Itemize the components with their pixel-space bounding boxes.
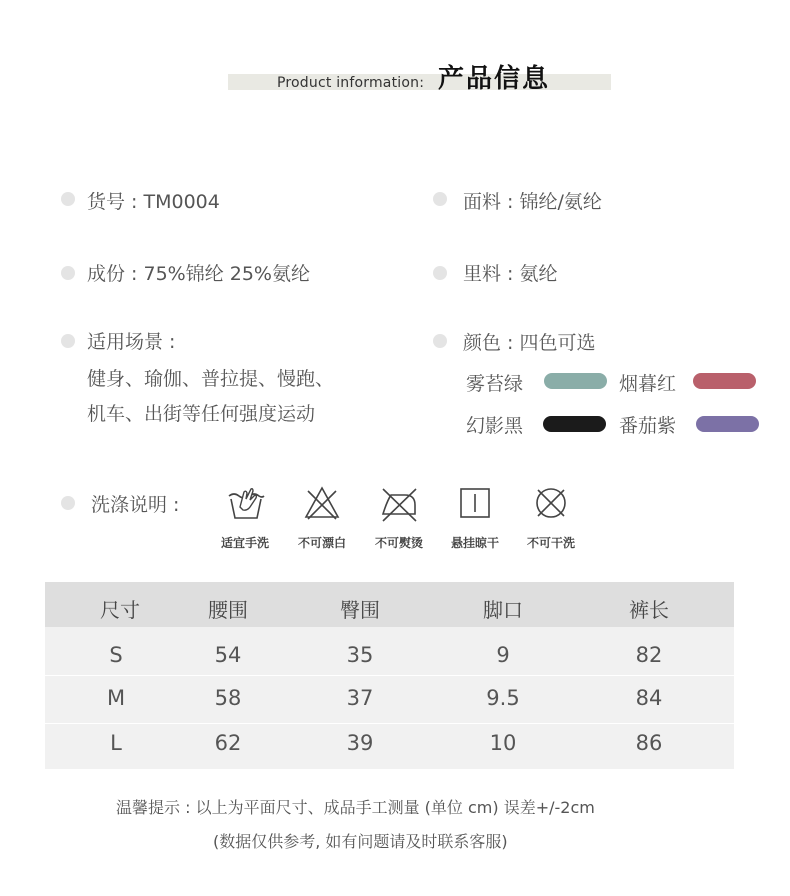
table-cell-waist: 58 [214, 686, 242, 710]
no-iron-icon [379, 483, 419, 523]
table-cell-waist: 62 [214, 731, 242, 755]
wash-label-iron: 不可熨烫 [374, 536, 423, 550]
table-cell-waist: 54 [214, 643, 242, 667]
item-number: 货号 : TM0004 [87, 191, 220, 213]
color-name-purple: 番茄紫 [619, 415, 677, 437]
fabric: 面料 : 锦纶/氨纶 [463, 191, 602, 213]
color-swatch-green [544, 373, 607, 389]
composition: 成份 : 75%锦纶 25%氨纶 [87, 263, 310, 285]
usage-line-2: 机车、出街等任何强度运动 [87, 403, 316, 425]
note-measurement: 温馨提示 : 以上为平面尺寸、成品手工测量 (单位 cm) 误差+/-2cm [116, 798, 595, 817]
table-cell-size: S [109, 643, 123, 667]
table-header-hip: 臀围 [340, 598, 380, 622]
color-label: 颜色 : 四色可选 [463, 332, 596, 354]
bullet-dot [61, 266, 75, 280]
wash-label-bleach: 不可漂白 [297, 536, 346, 550]
row-divider [45, 675, 734, 676]
bullet-dot [433, 266, 447, 280]
color-swatch-red [693, 373, 756, 389]
hand-wash-icon [226, 483, 266, 523]
bullet-dot [61, 496, 75, 510]
table-cell-hip: 35 [346, 643, 374, 667]
header-title-cn: 产品信息 [438, 64, 551, 94]
bullet-dot [61, 192, 75, 206]
bullet-dot [433, 192, 447, 206]
note-reference: (数据仅供参考, 如有问题请及时联系客服) [213, 832, 508, 851]
table-cell-hip: 37 [346, 686, 374, 710]
color-name-red: 烟暮红 [619, 373, 677, 395]
usage-line-1: 健身、瑜伽、普拉提、慢跑、 [87, 368, 335, 390]
table-header-waist: 腰围 [208, 598, 248, 622]
table-cell-length: 84 [635, 686, 663, 710]
wash-label-hand: 适宜手洗 [220, 536, 269, 550]
table-cell-hip: 39 [346, 731, 374, 755]
table-cell-size: M [106, 686, 126, 710]
table-header-size: 尺寸 [100, 598, 140, 622]
lining: 里料 : 氨纶 [463, 263, 558, 285]
color-name-black: 幻影黑 [466, 415, 524, 437]
table-header-hem: 脚口 [483, 598, 523, 622]
table-cell-size: L [110, 731, 122, 755]
color-name-green: 雾苔绿 [466, 373, 524, 395]
wash-label-dry-clean: 不可干洗 [526, 536, 575, 550]
no-dry-clean-icon [531, 483, 571, 523]
table-cell-hem: 9 [496, 643, 510, 667]
hang-dry-icon [455, 483, 495, 523]
no-bleach-icon [302, 483, 342, 523]
table-cell-hem: 10 [489, 731, 517, 755]
wash-label: 洗涤说明 : [91, 494, 180, 516]
wash-label-hang: 悬挂晾干 [450, 536, 499, 550]
color-swatch-black [543, 416, 606, 432]
bullet-dot [433, 334, 447, 348]
table-cell-length: 86 [635, 731, 663, 755]
header-title-en: Product information: [277, 75, 425, 91]
table-header-length: 裤长 [629, 598, 669, 622]
usage-label: 适用场景 : [87, 331, 176, 353]
row-divider [45, 723, 734, 724]
color-swatch-purple [696, 416, 759, 432]
table-cell-length: 82 [635, 643, 663, 667]
table-cell-hem: 9.5 [486, 686, 520, 710]
bullet-dot [61, 334, 75, 348]
